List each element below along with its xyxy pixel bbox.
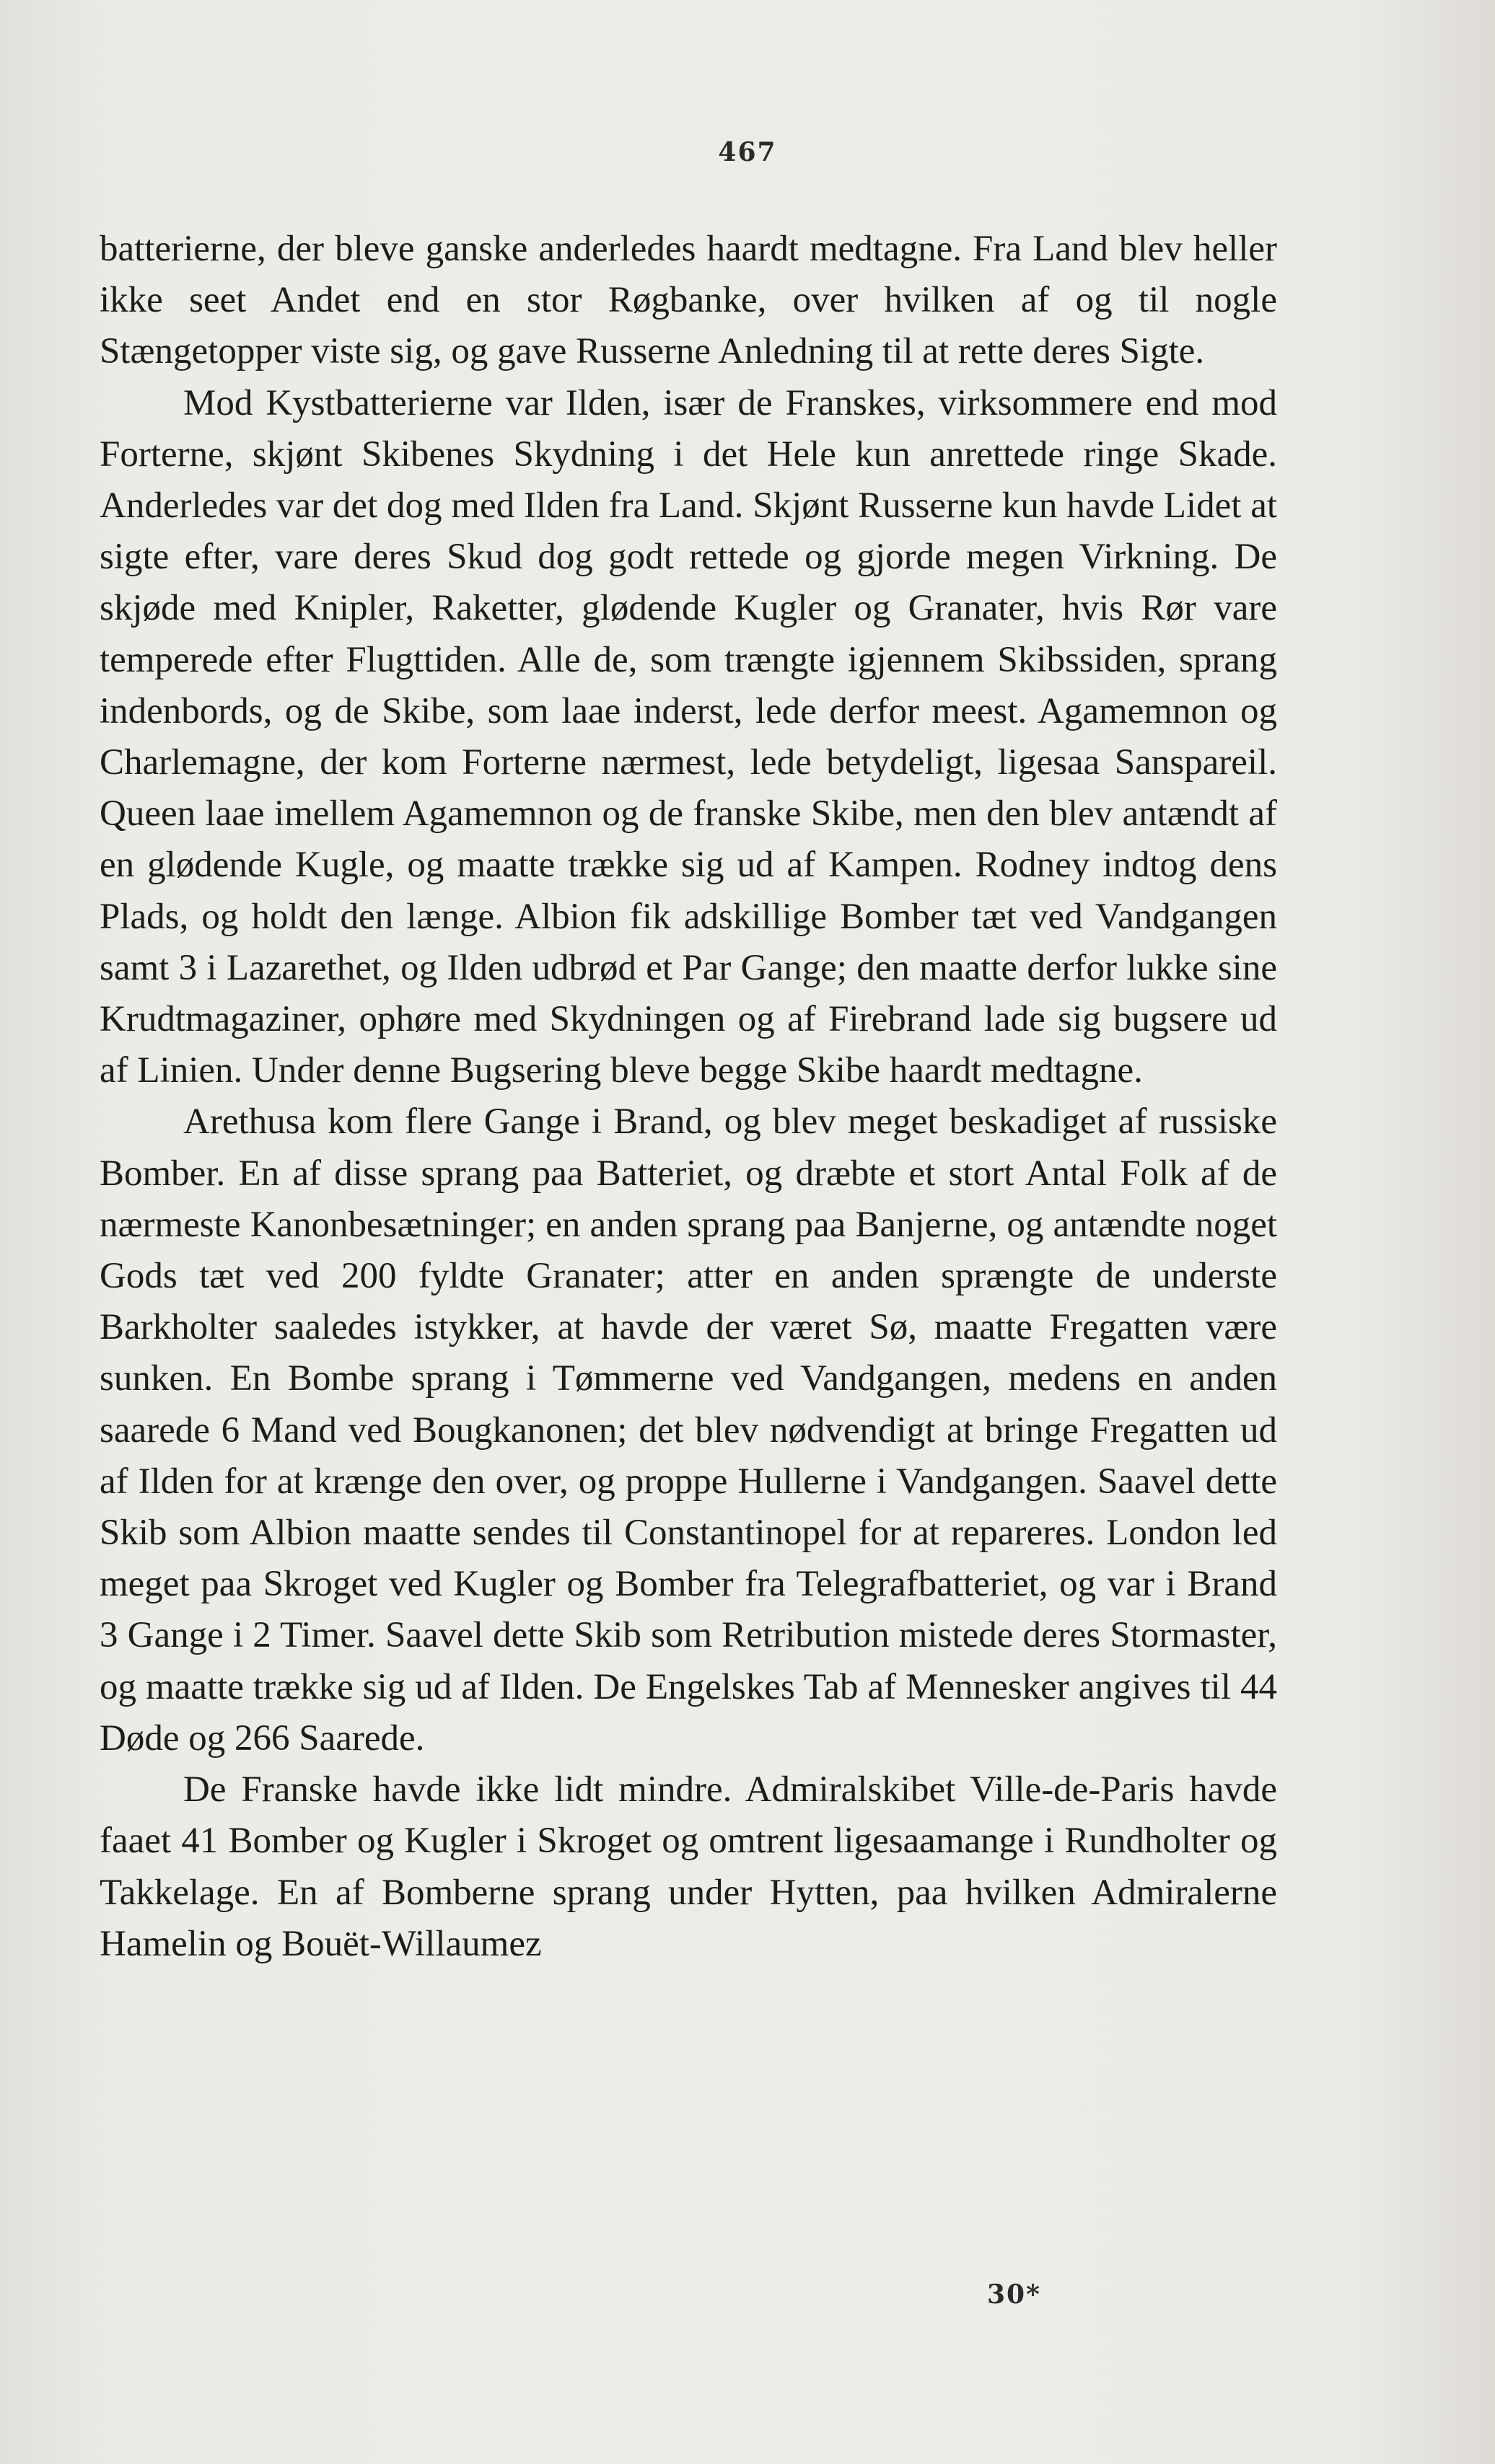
paragraph: Mod Kystbatterierne var Ilden, især de Franskes, virksommere end mod Forterne, skjønt Skibenes Skydning i det Hele kun anrettede ringe Skade. Anderledes var det dog med Ilden fra Land. Skjønt Russerne kun havde Lidet at sigte efter, vare deres Skud dog godt rettede og gjorde megen Virkning. De skjøde med Knipler, Raketter, glødende Kugler og Granater, hvis Rør vare temperede efter Flugttiden. Alle de, som trængte igjennem Skibssiden, sprang indenbords, og de Skibe, som laae inderst, lede derfor meest. Agamemnon og Charlemagne, der kom Forterne nærmest, lede betydeligt, ligesaa Sanspareil. Queen laae imellem Agamemnon og de franske Skibe, men den blev antændt af en glødende Kugle, og maatte trække sig ud af Kampen. Rodney indtog dens Plads, og holdt den længe. Albion fik adskillige Bomber tæt ved Vandgangen samt 3 i Lazarethet, og Ilden udbrød et Par Gange; den maatte derfor lukke sine Krudtmagaziner, ophøre med Skydningen og af Firebrand lade sig bugsere ud af Linien. Under denne Bugsering bleve begge Skibe haardt medtagne.	[100, 382, 1277, 1091]
paragraph: batterierne, der bleve ganske anderledes haardt medtagne. Fra Land blev heller ikke seet Andet end en stor Røgbanke, over hvilken af og til nogle Stængetopper viste sig, og gave Russerne Anledning til at rette deres Sigte.	[100, 229, 1277, 372]
paragraph: Arethusa kom flere Gange i Brand, og blev meget beskadiget af russiske Bomber. En af disse sprang paa Batteriet, og dræbte et stort Antal Folk af de nærmeste Kanonbesætninger; en anden sprang paa Banjerne, og antændte noget Gods tæt ved 200 fyldte Granater; atter en anden sprængte de underste Barkholter saaledes istykker, at havde der været Sø, maatte Fregatten være sunken. En Bombe sprang i Tømmerne ved Vandgangen, medens en anden saarede 6 Mand ved Bougkanonen; det blev nødvendigt at bringe Fregatten ud af Ilden for at krænge den over, og proppe Hullerne i Vandgangen. Saavel dette Skib som Albion maatte sendes til Constantinopel for at repareres. London led meget paa Skroget ved Kugler og Bomber fra Telegrafbatteriet, og var i Brand 3 Gange i 2 Timer. Saavel dette Skib som Retribution mistede deres Stormaster, og maatte trække sig ud af Ilden. De Engelskes Tab af Mennesker angives til 44 Døde og 266 Saarede.	[100, 1101, 1277, 1759]
signature-mark: 30*	[987, 2279, 1041, 2310]
paragraph: De Franske havde ikke lidt mindre. Admiralskibet Ville-de-Paris havde faaet 41 Bomber og Kugler i Skroget og omtrent ligesaamange i Rundholter og Takkelage. En af Bomberne sprang under Hytten, paa hvilken Admiralerne Hamelin og Bouët-Willaumez	[100, 1769, 1277, 1964]
page-number: 467	[718, 137, 777, 167]
body-text	[100, 224, 1277, 1970]
